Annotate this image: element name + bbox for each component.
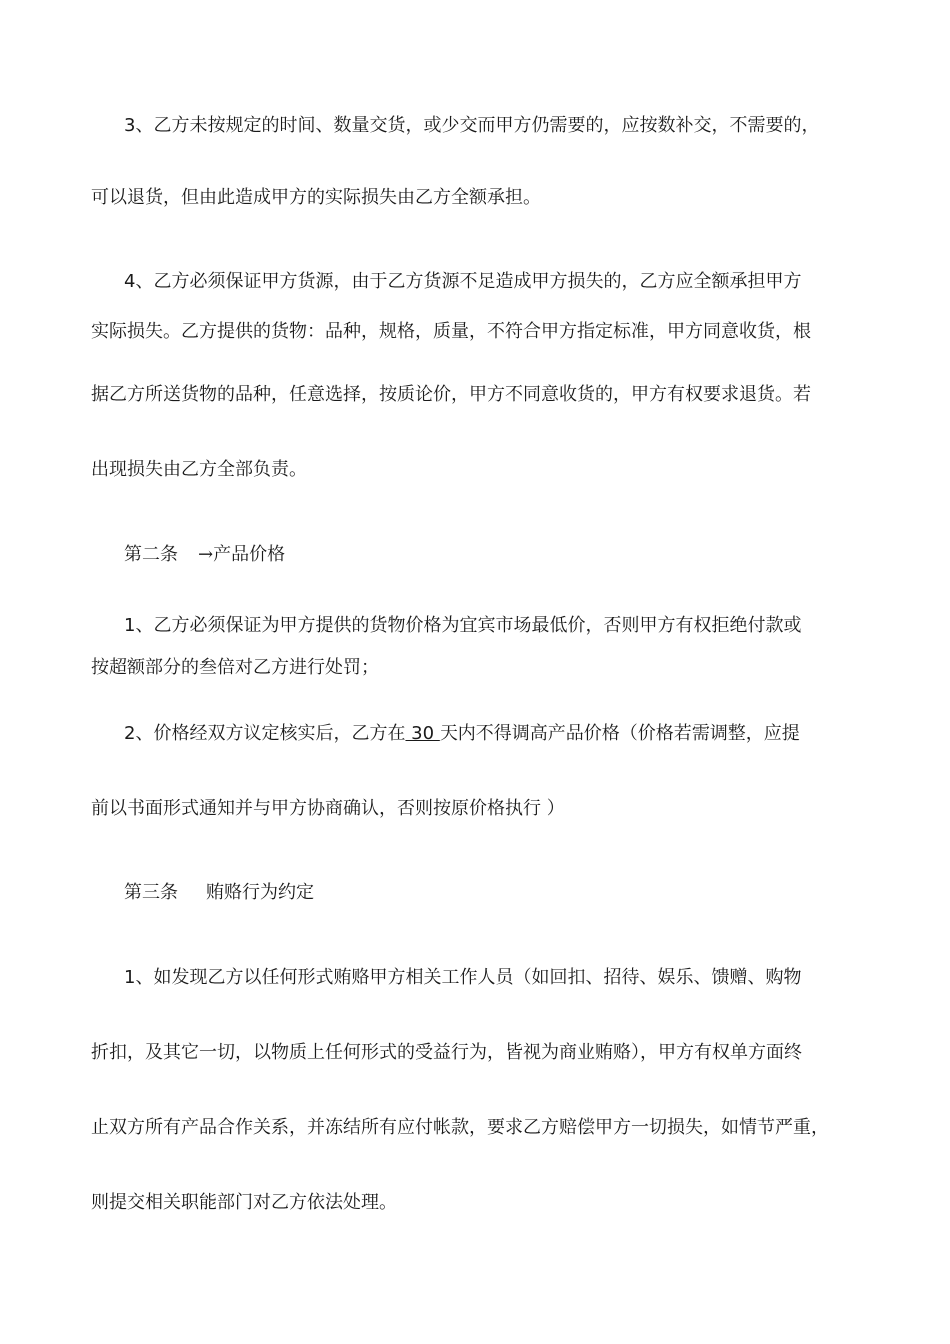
article-3-heading: 第三条 贿赂行为约定 (124, 882, 314, 903)
article-3-clause-1-line-4: 则提交相关职能部门对乙方依法处理。 (91, 1192, 397, 1213)
article-3-clause-1-line-2: 折扣，及其它一切，以物质上任何形式的受益行为，皆视为商业贿赂），甲方有权单方面终 (91, 1042, 802, 1063)
clause-4-line-1: 4、乙方必须保证甲方货源，由于乙方货源不足造成甲方损失的，乙方应全额承担甲方 (124, 271, 802, 292)
article-3-clause-1-line-1: 1、如发现乙方以任何形式贿赂甲方相关工作人员（如回扣、招待、娱乐、馈赠、购物 (124, 967, 802, 988)
clause-4-line-4: 出现损失由乙方全部负责。 (91, 459, 307, 480)
article-2-clause-1-line-2: 按超额部分的叁倍对乙方进行处罚； (91, 657, 379, 678)
clause-3-line-1: 3、乙方未按规定的时间、数量交货，或少交而甲方仍需要的，应按数补交，不需要的， (124, 115, 820, 136)
article-2-clause-2-line-1: 2、价格经双方议定核实后，乙方在 30 天内不得调高产品价格（价格若需调整，应提 (124, 723, 800, 744)
clause-4-line-2: 实际损失。乙方提供的货物：品种，规格，质量，不符合甲方指定标准，甲方同意收货，根 (91, 321, 811, 342)
days-value: 30 (405, 723, 440, 744)
clause-4-line-3: 据乙方所送货物的品种，任意选择，按质论价，甲方不同意收货的，甲方有权要求退货。若 (91, 384, 811, 405)
article-3-clause-1-line-3: 止双方所有产品合作关系，并冻结所有应付帐款，要求乙方赔偿甲方一切损失，如情节严重， (91, 1117, 829, 1138)
article-2-clause-2-line-2: 前以书面形式通知并与甲方协商确认，否则按原价格执行 ） (91, 798, 565, 819)
article-2-clause-1-line-1: 1、乙方必须保证为甲方提供的货物价格为宜宾市场最低价，否则甲方有权拒绝付款或 (124, 615, 802, 636)
clause-3-line-2: 可以退货，但由此造成甲方的实际损失由乙方全额承担。 (91, 187, 541, 208)
article-2-heading: 第二条 →产品价格 (124, 544, 286, 565)
